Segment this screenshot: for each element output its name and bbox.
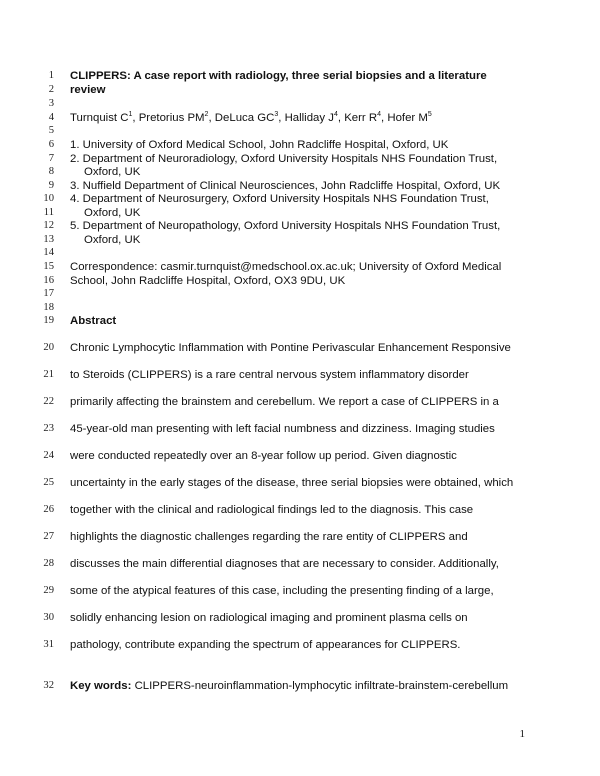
abstract-heading: Abstract (70, 315, 117, 327)
line-number: 6 (48, 139, 54, 150)
affiliation-4-continued: Oxford, UK (84, 207, 141, 219)
abstract-line: 45-year-old man presenting with left facial numbness and dizziness. Imaging studies (70, 423, 495, 435)
line-number: 22 (43, 396, 54, 407)
line-number: 14 (43, 247, 54, 258)
affiliation-1: 1. University of Oxford Medical School, John Radcliffe Hospital, Oxford, UK (70, 139, 449, 151)
author: Hofer $M^5$ (387, 111, 432, 124)
line-number: 11 (43, 207, 54, 218)
author: Kerr $R^4$, (344, 111, 388, 124)
keywords (70, 680, 508, 692)
keywords-label: Key words: (70, 680, 132, 692)
line-number: 29 (43, 585, 54, 596)
line-number: 4 (48, 112, 54, 123)
keywords-text: CLIPPERS-neuroinflammation-lymphocytic infiltrate-brainstem-cerebellum (131, 680, 509, 692)
affiliation-2: 2. Department of Neuroradiology, Oxford University Hospitals NHS Foundation Trust, (70, 153, 498, 165)
affiliation-2-continued: Oxford, UK (84, 166, 141, 178)
line-number: 8 (48, 166, 54, 177)
line-number: 31 (43, 639, 54, 650)
affiliation-3: 3. Nuffield Department of Clinical Neurosciences, John Radcliffe Hospital, Oxford, UK (70, 180, 501, 192)
paper-title: CLIPPERS: A case report with radiology, three serial biopsies and a literature (70, 70, 487, 82)
abstract-line: together with the clinical and radiological findings led to the diagnosis. This case (70, 504, 474, 516)
line-number: 1 (48, 70, 54, 81)
abstract-line: to Steroids (CLIPPERS) is a rare central nervous system inflammatory disorder (70, 369, 469, 381)
author-list (70, 112, 432, 124)
line-number: 19 (43, 315, 54, 326)
line-number: 9 (48, 180, 54, 191)
line-number: 21 (43, 369, 54, 380)
abstract-line: discusses the main differential diagnoses that are necessary to consider. Additionally, (70, 558, 499, 570)
line-number: 3 (48, 98, 54, 109)
line-number: 13 (43, 234, 54, 245)
line-number: 25 (43, 477, 54, 488)
abstract-line: Chronic Lymphocytic Inflammation with Pontine Perivascular Enhancement Responsive (70, 342, 511, 354)
line-number: 32 (43, 680, 54, 691)
line-number: 15 (43, 261, 54, 272)
line-number: 17 (43, 288, 54, 299)
line-number: 18 (43, 302, 54, 313)
line-number: 30 (43, 612, 54, 623)
author: Turnquist $C^1$, (70, 111, 139, 124)
affiliation-5: 5. Department of Neuropathology, Oxford University Hospitals NHS Foundation Trust, (70, 220, 501, 232)
author: DeLuca $GC^3$, (214, 111, 285, 124)
affiliation-5-continued: Oxford, UK (84, 234, 141, 246)
abstract-line: solidly enhancing lesion on radiological imaging and prominent plasma cells on (70, 612, 468, 624)
affiliation-4: 4. Department of Neurosurgery, Oxford University Hospitals NHS Foundation Trust, (70, 193, 489, 205)
line-number: 10 (43, 193, 54, 204)
line-number: 26 (43, 504, 54, 515)
abstract-line: highlights the diagnostic challenges regarding the rare entity of CLIPPERS and (70, 531, 468, 543)
line-number: 20 (43, 342, 54, 353)
author: Pretorius $PM^2$, (138, 111, 215, 124)
line-number: 27 (43, 531, 54, 542)
line-number: 23 (43, 423, 54, 434)
abstract-line: some of the atypical features of this case, including the presenting finding of a large, (70, 585, 494, 597)
line-number: 5 (48, 125, 54, 136)
abstract-line: primarily affecting the brainstem and cerebellum. We report a case of CLIPPERS in a (70, 396, 499, 408)
line-number: 7 (48, 153, 54, 164)
page-number: 1 (519, 728, 525, 740)
author: Halliday $J^4$, (284, 111, 345, 124)
abstract-line: uncertainty in the early stages of the disease, three serial biopsies were obtained, which (70, 477, 514, 489)
paper-title-continued: review (70, 84, 106, 96)
abstract-line: pathology, contribute expanding the spectrum of appearances for CLIPPERS. (70, 639, 461, 651)
correspondence-continued: School, John Radcliffe Hospital, Oxford, OX3 9DU, UK (70, 275, 346, 287)
line-number: 16 (43, 275, 54, 286)
line-number: 24 (43, 450, 54, 461)
line-number: 2 (48, 84, 54, 95)
abstract-line: were conducted repeatedly over an 8-year follow up period. Given diagnostic (70, 450, 457, 462)
line-number: 28 (43, 558, 54, 569)
line-number: 12 (43, 220, 54, 231)
correspondence: Correspondence: casmir.turnquist@medschool.ox.ac.uk; University of Oxford Medical (70, 261, 502, 273)
